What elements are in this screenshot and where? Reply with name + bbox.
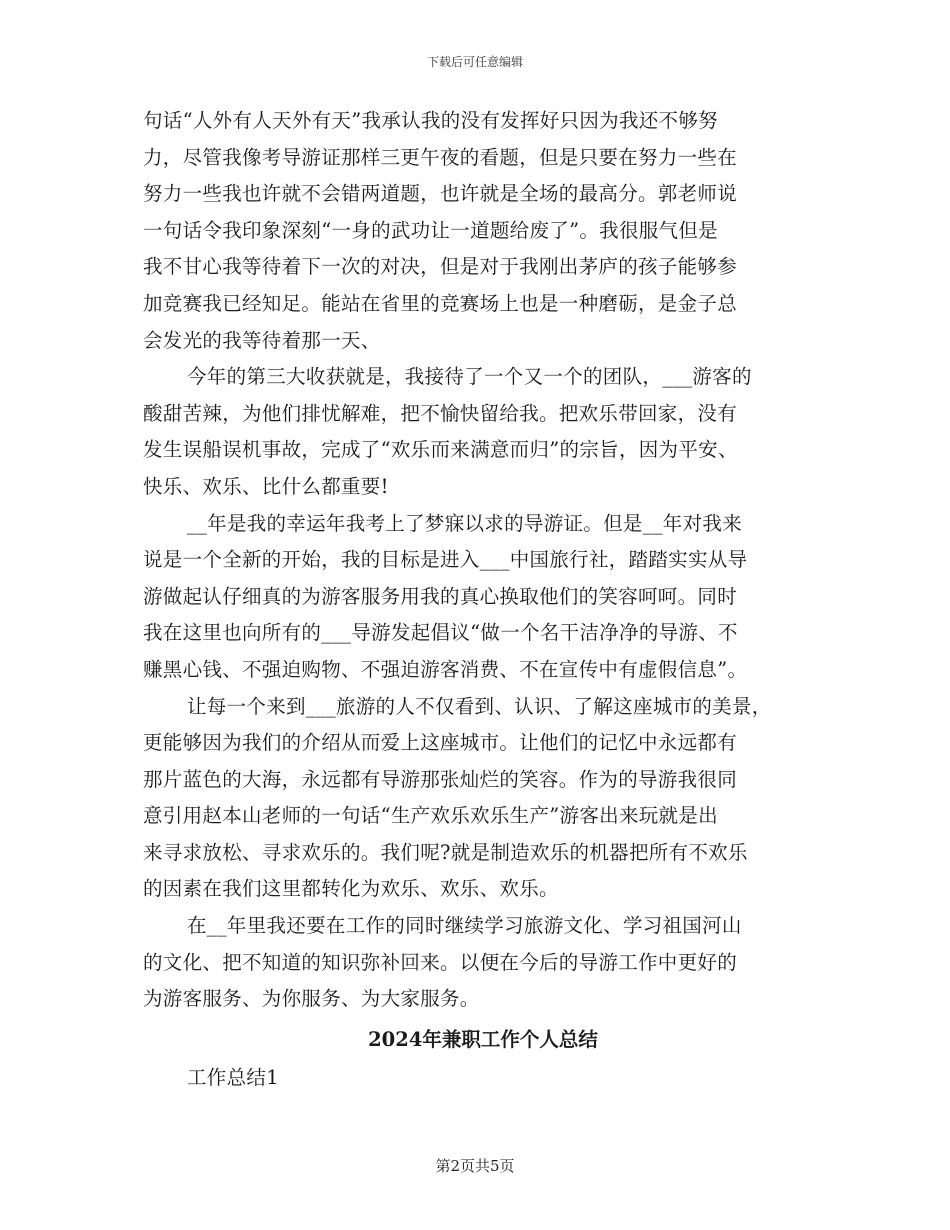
text-line: 让每一个来到___旅游的人不仅看到、认识、了解这座城市的美景， — [187, 694, 772, 718]
text-line: 我在这里也向所有的___导游发起倡议“做一个名干洁净净的导游、不 — [143, 621, 738, 645]
text-line: 的文化、把不知道的知识弥补回来。以便在今后的导游工作中更好的 — [143, 950, 738, 974]
text-line: 说是一个全新的开始，我的目标是进入___中国旅行社，踏踏实实从导 — [143, 548, 748, 572]
text-line: 更能够因为我们的介绍从而爱上这座城市。让他们的记忆中永远都有 — [143, 731, 738, 755]
subsection-heading: 工作总结1 — [187, 1065, 279, 1089]
text-line: 赚黑心钱、不强迫购物、不强迫游客消费、不在宣传中有虚假信息”。 — [143, 657, 748, 681]
page-number: 第2页共5页 — [435, 1157, 515, 1175]
text-line: 酸甜苦辣，为他们排忧解难，把不愉快留给我。把欢乐带回家，没有 — [143, 401, 738, 425]
document-body — [143, 103, 823, 1096]
text-line: 我不甘心我等待着下一次的对决，但是对于我刚出茅庐的孩子能够参 — [143, 255, 738, 279]
text-line: 加竞赛我已经知足。能站在省里的竞赛场上也是一种磨砺，是金子总 — [143, 291, 738, 315]
page-header: 下载后可任意编辑 — [426, 55, 523, 69]
text-line: 会发光的我等待着那一天、 — [143, 328, 381, 352]
text-line: 快乐、欢乐、比什么都重要! — [143, 474, 389, 498]
text-line: 句话“人外有人天外有天”我承认我的没有发挥好只因为我还不够努 — [143, 109, 718, 132]
text-line: 努力一些我也许就不会错两道题，也许就是全场的最高分。郭老师说 — [143, 182, 738, 206]
text-line: 力，尽管我像考导游证那样三更午夜的看题，但是只要在努力一些在 — [143, 145, 738, 169]
text-line: 今年的第三大收获就是，我接待了一个又一个的团队，___游客的 — [187, 365, 752, 389]
text-line: 那片蓝色的大海，永远都有导游那张灿烂的笑容。作为的导游我很同 — [143, 767, 738, 791]
text-line: 为游客服务、为你服务、为大家服务。 — [143, 987, 480, 1011]
text-line: 的因素在我们这里都转化为欢乐、欢乐、欢乐。 — [143, 877, 559, 901]
text-line: 一句话令我印象深刻“一身的武功让一道题给废了”。我很服气但是 — [143, 218, 718, 242]
text-line: 游做起认仔细真的为游客服务用我的真心换取他们的笑容呵呵。同时 — [143, 584, 738, 608]
paragraph-lines — [143, 103, 823, 1018]
text-line: 在__年里我还要在工作的同时继续学习旅游文化、学习祖国河山 — [187, 914, 742, 938]
text-line: 来寻求放松、寻求欢乐的。我们呢?就是制造欢乐的机器把所有不欢乐 — [143, 840, 748, 864]
section-title: 2024年兼职工作个人总结 — [368, 1027, 598, 1051]
text-line: 发生误船误机事故，完成了“欢乐而来满意而归”的宗旨，因为平安、 — [143, 438, 738, 462]
text-line: 意引用赵本山老师的一句话“生产欢乐欢乐生产”游客出来玩就是出 — [143, 804, 718, 828]
text-line: __年是我的幸运年我考上了梦寐以求的导游证。但是__年对我来 — [187, 511, 742, 535]
